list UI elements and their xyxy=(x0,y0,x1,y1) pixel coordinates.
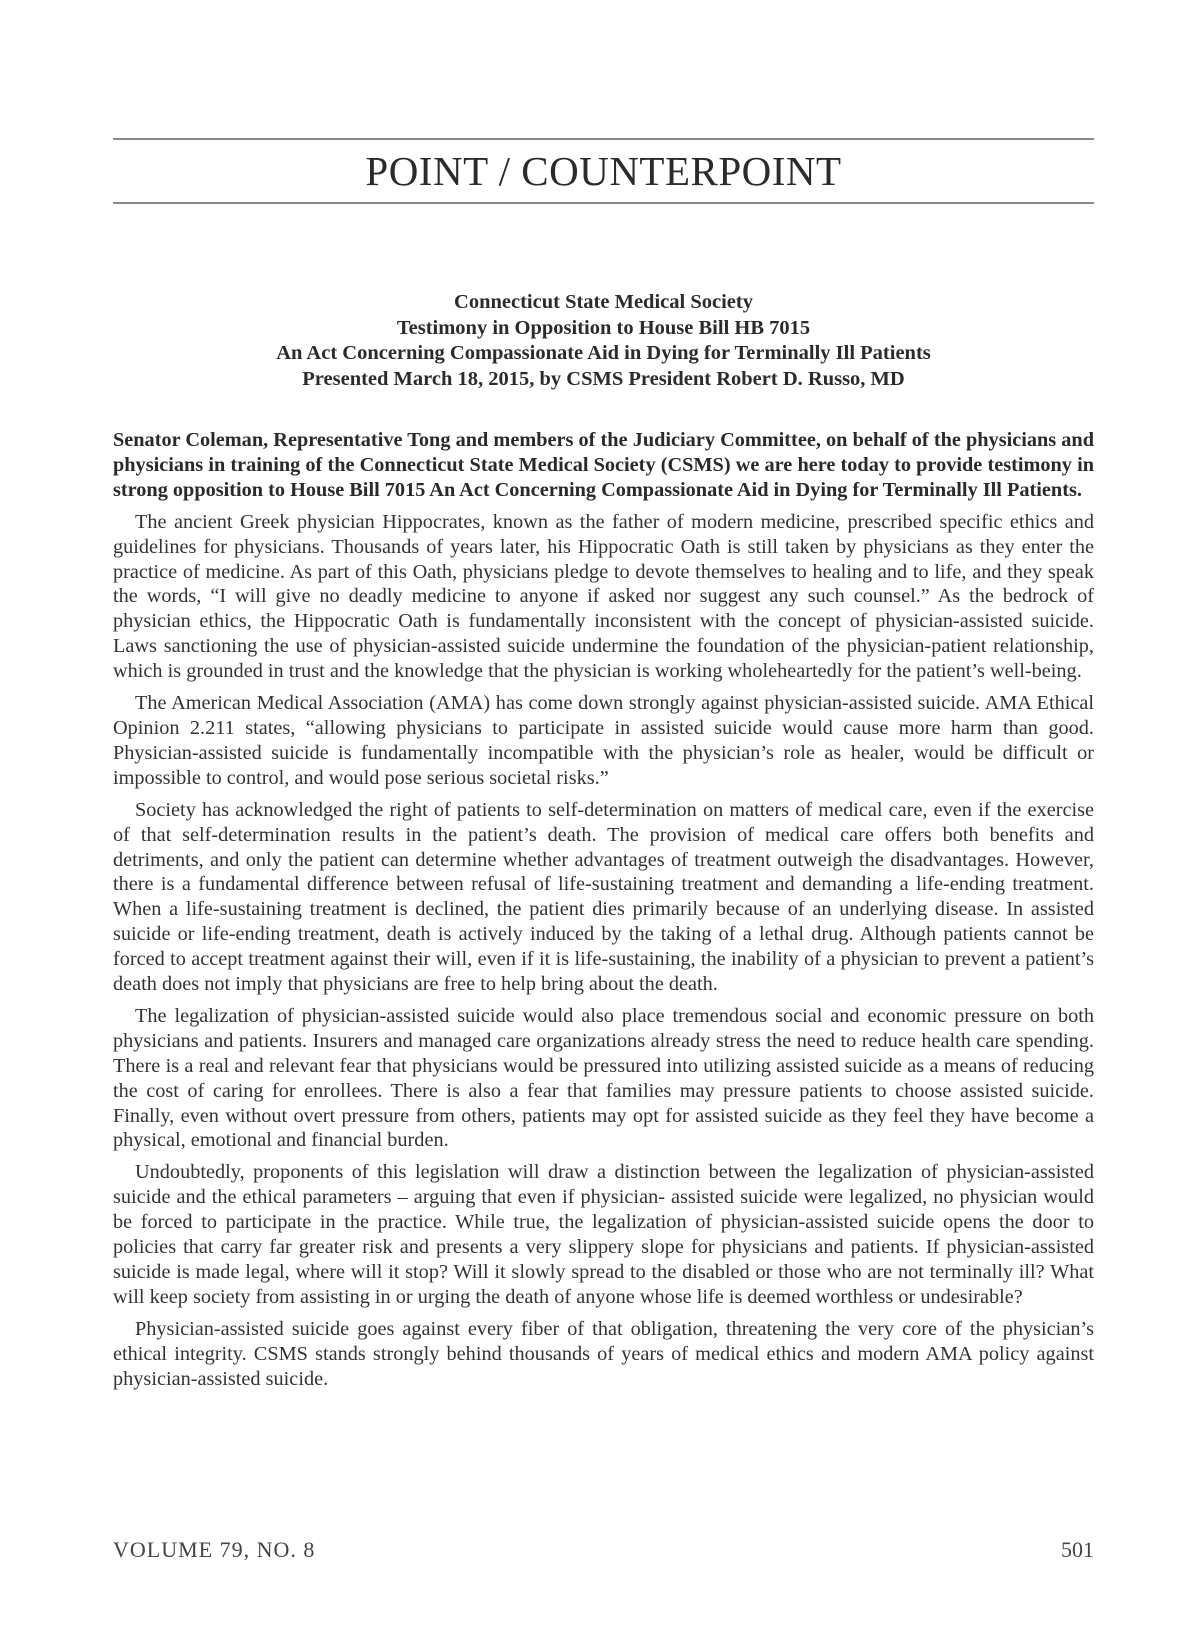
body-paragraph: Society has acknowledged the right of patients to self-determination on matters of medical care, even if the exercise of that self-determination results in the patient’s death. The provision of medical care offers both benefits and detriments, and only the patient can determine whether advantages of treatment outweigh the disadvantages. However, there is a fundamental difference between refusal of life-sustaining treatment and demanding a life-ending treatment. When a life-sustaining treatment is declined, the patient dies primarily because of an underlying disease. In assisted suicide or life-ending treatment, death is actively induced by the taking of a lethal drug. Although patients cannot be forced to accept treatment against their will, even if it is life-sustaining, the inability of a physician to prevent a patient’s death does not imply that physicians are free to help bring about the death. xyxy=(113,798,1094,996)
testimony-heading xyxy=(113,290,1094,392)
heading-line-act: An Act Concerning Compassionate Aid in Dying for Terminally Ill Patients xyxy=(276,342,931,364)
article-body xyxy=(113,428,1094,1399)
footer-volume: VOLUME 79, NO. 8 xyxy=(113,1537,316,1562)
body-paragraph: The ancient Greek physician Hippocrates, known as the father of modern medicine, prescribed specific ethics and guidelines for physicians. Thousands of years later, his Hippocratic Oath is still taken by physicians as they enter the practice of medicine. As part of this Oath, physicians pledge to devote themselves to healing and to life, and they speak the words, “I will give no deadly medicine to anyone if asked nor suggest any such counsel.” As the bedrock of physician ethics, the Hippocratic Oath is fundamentally inconsistent with the concept of physician-assisted suicide. Laws sanctioning the use of physician-assisted suicide undermine the foundation of the physician-patient relationship, which is grounded in trust and the knowledge that the physician is working wholeheartedly for the patient’s well-being. xyxy=(113,510,1094,683)
body-paragraph: Physician-assisted suicide goes against every fiber of that obligation, threatening the very core of the physician’s ethical integrity. CSMS stands strongly behind thousands of years of medical ethics and modern AMA policy against physician-assisted suicide. xyxy=(113,1317,1094,1390)
heading-line-presented: Presented March 18, 2015, by CSMS President Robert D. Russo, MD xyxy=(302,367,905,390)
heading-line-organization: Connecticut State Medical Society xyxy=(454,291,753,313)
body-paragraph: The legalization of physician-assisted suicide would also place tremendous social and economic pressure on both physicians and patients. Insurers and managed care organizations already stress the need to reduce health care spending. There is a real and relevant fear that physicians would be pressured into utilizing assisted suicide as a means of reducing the cost of caring for enrollees. There is also a fear that families may pressure patients to choose assisted suicide. Finally, even without overt pressure from others, patients may opt for assisted suicide as they feel they have become a physical, emotional and financial burden. xyxy=(113,1004,1094,1152)
heading-line-testimony: Testimony in Opposition to House Bill HB 7015 xyxy=(396,316,811,339)
bottom-rule xyxy=(113,202,1094,204)
body-paragraph: Undoubtedly, proponents of this legislation will draw a distinction between the legalization of physician-assisted suicide and the ethical parameters – arguing that even if physician- assisted suicide were legalized, no physician would be forced to participate in the practice. While true, the legalization of physician-assisted suicide opens the door to policies that carry far greater risk and presents a very slippery slope for physicians and patients. If physician-assisted suicide is made legal, where will it stop? Will it slowly spread to the disabled or those who are not terminally ill? What will keep society from assisting in or urging the death of anyone whose life is deemed worthless or undesirable? xyxy=(113,1161,1094,1308)
body-paragraph: The American Medical Association (AMA) has come down strongly against physician-assisted suicide. AMA Ethical Opinion 2.211 states, “allowing physicians to participate in assisted suicide would cause more harm than good. Physician-assisted suicide is fundamentally incompatible with the physician’s role as healer, would be difficult or impossible to control, and would pose serious societal risks.” xyxy=(113,692,1094,789)
top-rule xyxy=(113,138,1094,140)
section-title: POINT / COUNTERPOINT xyxy=(365,148,842,194)
footer-page-number: 501 xyxy=(1061,1537,1094,1562)
lead-paragraph: Senator Coleman, Representative Tong and members of the Judiciary Committee, on behalf of the physicians and physicians in training of the Connecticut State Medical Society (CSMS) we are here today to provide testimony in strong opposition to House Bill 7015 An Act Concerning Compassionate Aid in Dying for Terminally Ill Patients. xyxy=(113,429,1094,501)
